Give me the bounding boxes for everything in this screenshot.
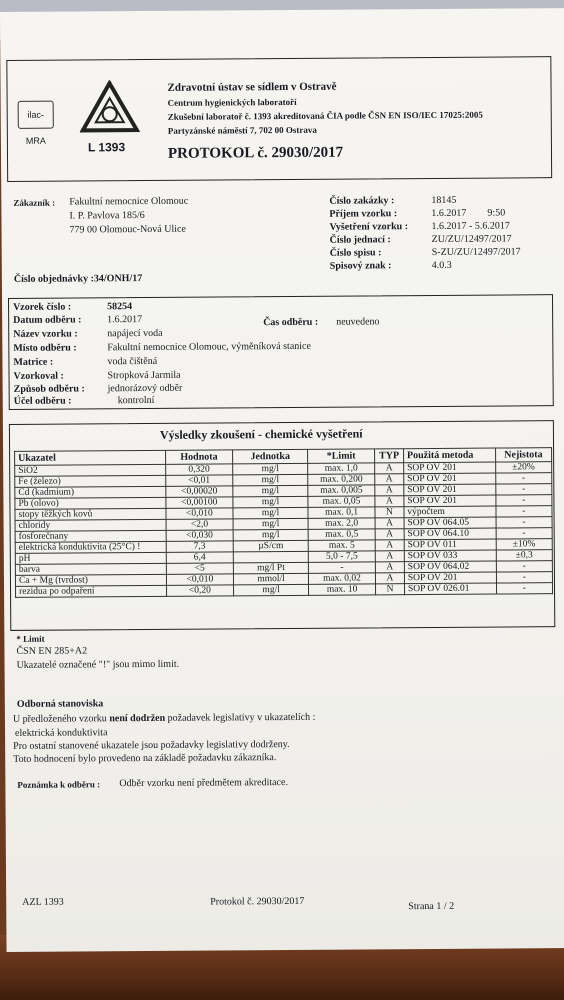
table-cell: max. 0,005 [308,485,375,496]
table-cell: SOP OV 201 [404,495,496,507]
table-cell: SOP OV 033 [404,550,496,562]
examination-label: Vyšetření vzorku : [329,221,409,233]
receipt-label: Příjem vzorku : [329,208,398,220]
table-cell [233,551,308,563]
table-cell: SOP OV 011 [404,539,496,551]
order-number-label: Číslo zakázky : [329,195,395,207]
table-cell: - [495,473,551,484]
table-cell: <2,0 [166,519,233,530]
col-header: Jednotka [233,449,308,464]
table-cell: <5 [166,563,233,574]
matrix-label: Matrice : [13,356,54,368]
table-cell: - [496,506,552,517]
opinion-line4: Toto hodnocení bylo provedeno na základě požadavku zákazníka. [13,752,277,765]
protocol-document [0,8,564,952]
accreditation-triangle-icon [79,80,139,142]
table-cell: A [375,463,404,474]
table-cell: <0,01 [165,475,232,486]
table-cell: max. 0,02 [309,573,376,584]
table-cell: <0,20 [166,585,233,596]
col-header: TYP [375,449,404,463]
table-cell: <0,00020 [165,486,232,497]
table-cell: SOP OV 064.02 [404,561,496,573]
file-mark: 4.0.3 [431,259,452,271]
table-cell: mg/l [233,474,308,486]
table-cell: A [375,485,404,496]
sampling-time: neuvedeno [336,316,380,328]
table-cell: ±20% [495,462,551,473]
table-cell: µS/cm [233,540,308,552]
table-cell: ±0,3 [496,550,552,561]
table-cell: Cd (kadmium) [15,486,166,498]
table-cell: <0,00100 [166,497,233,508]
receipt-date: 1.6.2017 [431,207,467,219]
sample-number-label: Vzorek číslo : [13,301,72,313]
table-cell: - [496,572,552,583]
reference-number-label: Číslo jednací : [329,234,391,246]
remark-text: Odběr vzorku není předmětem akreditace. [119,777,288,790]
table-cell: - [496,561,552,572]
file-mark-label: Spisový znak : [329,260,392,272]
sampling-purpose-label: Účel odběru : [13,395,72,407]
matrix: voda čištěná [107,355,158,368]
examination-dates: 1.6.2017 - 5.6.2017 [431,220,510,232]
table-cell: elektrická konduktivita (25°C) ! [15,541,166,553]
customer-line2: I. P. Pavlova 185/6 [69,209,145,222]
table-cell: rezidua po odpaření [16,585,167,597]
sampling-place-label: Místo odběru : [13,342,77,354]
table-cell: fosforečnany [15,530,166,542]
table-cell: mg/l Pt [233,562,308,574]
table-cell: mg/l [233,496,308,508]
table-cell: výpočtem [404,506,496,518]
receipt-time: 9:50 [487,207,506,219]
limit-text: Ukazatelé označené "!" jsou mimo limit. [16,658,180,671]
table-cell: stopy těžkých kovů [15,508,166,520]
table-cell: A [375,529,404,540]
table-cell: mg/l [233,529,308,541]
col-header: *Limit [308,449,375,463]
table-cell: max. 10 [309,584,376,595]
table-cell: - [308,562,375,573]
table-cell: 7,3 [166,541,233,552]
table-cell: Pb (olovo) [15,497,166,509]
sampler-label: Vzorkoval : [13,370,64,382]
table-cell: <0,010 [166,508,233,519]
opinion-line1-pre: U předloženého vzorku [12,713,110,725]
table-cell: A [375,540,404,551]
reference-number: ZU/ZU/12497/2017 [431,233,512,245]
opinion-line3: Pro ostatní stanovené ukazatele jsou požadavky legislativy dodrženy. [13,738,290,752]
table-cell: barva [15,563,166,575]
table-cell: mmol/l [233,573,308,585]
opinion-line1-post: požadavek legislativy v ukazatelích : [165,711,316,724]
table-cell: max. 5 [308,540,375,551]
sampling-date: 1.6.2017 [107,314,143,326]
limit-norm: ČSN EN 285+A2 [16,645,88,657]
footer-page: Strana 1 / 2 [408,900,455,913]
table-cell: 5,0 - 7,5 [308,551,375,562]
sampling-date-label: Datum odběru : [13,314,82,326]
table-cell: A [375,573,404,584]
center-name: Centrum hygienických laboratoří [167,96,297,108]
accreditation-text: Zkušební laboratoř č. 1393 akreditovaná ČIA podle ČSN EN ISO/IEC 17025:2005 [167,109,483,122]
table-cell: A [375,496,404,507]
sampler: Stropková Jarmila [107,369,181,382]
table-cell: A [375,474,404,485]
col-header: Použitá metoda [403,448,495,463]
table-cell: - [496,583,552,594]
remark-label: Poznámka k odběru : [17,779,101,790]
sample-name: napájecí voda [107,327,163,340]
sampling-method-label: Způsob odběru : [13,383,85,395]
col-header: Nejistota [495,448,551,462]
table-cell: max. 0,200 [308,474,375,485]
table-cell: - [496,517,552,528]
table-cell: mg/l [233,463,308,475]
ilac-mra-logo: ilac-MRA [18,101,54,129]
table-cell: max. 2,0 [308,518,375,529]
protocol-title: PROTOKOL č. 29030/2017 [167,144,344,162]
institute-name: Zdravotní ústav se sídlem v Ostravě [167,80,337,94]
table-cell: Ca + Mg (tvrdost) [15,574,166,586]
table-cell: SOP OV 026.01 [404,583,496,595]
table-cell: 6,4 [166,552,233,563]
results-title: Výsledky zkoušení - chemické vyšetření [159,426,363,442]
table-cell: <0,030 [166,530,233,541]
table-cell: mg/l [233,507,308,519]
table-cell: - [495,484,551,495]
table-cell: SOP OV 201 [404,572,496,584]
table-cell: max. 0,05 [308,496,375,507]
col-header: Hodnota [165,450,233,464]
table-cell: Fe (železo) [15,475,166,487]
results-box [9,420,555,631]
table-cell: SiO2 [15,464,166,476]
customer-line3: 779 00 Olomouc-Nová Ulice [69,223,186,236]
sample-number: 58254 [107,301,133,313]
table-cell: - [496,495,552,506]
limit-heading: * Limit [16,633,45,644]
sampling-time-label: Čas odběru : [263,316,319,329]
opinion-line1 [13,712,316,725]
results-table [14,447,553,598]
table-cell: mg/l [234,584,309,596]
table-cell: A [375,562,404,573]
sampling-place: Fakultní nemocnice Olomouc, výměníková stanice [107,340,311,354]
sample-info-box [8,294,554,410]
table-cell: SOP OV 201 [404,484,496,496]
table-cell: max. 0,1 [308,507,375,518]
file-number: S-ZU/ZU/12497/2017 [431,246,521,258]
table-cell: <0,010 [166,574,233,585]
table-cell: max. 0,5 [308,529,375,540]
col-header: Ukazatel [15,450,166,465]
table-cell: ±10% [496,539,552,550]
order-number: 18145 [431,194,457,206]
table-cell: SOP OV 064.05 [404,517,496,529]
table-cell: 0,320 [165,464,232,475]
sample-name-label: Název vzorku : [13,328,78,340]
table-cell: SOP OV 201 [404,462,496,474]
sampling-purpose: kontrolní [117,394,155,407]
opinion-line2: elektrická konduktivita [14,727,108,739]
file-number-label: Číslo spisu : [329,247,382,259]
table-cell: N [376,584,405,595]
table-cell: A [375,518,404,529]
table-cell: - [496,528,552,539]
table-cell: SOP OV 201 [404,473,496,485]
table-cell: chloridy [15,519,166,531]
lab-code: L 1393 [87,140,126,155]
customer-line1: Fakultní nemocnice Olomouc [69,195,189,208]
table-cell: N [375,507,404,518]
header-box [6,56,552,182]
opinion-line1-bold: není dodržen [109,712,166,725]
table-cell: mg/l [233,518,308,530]
sampling-method: jednorázový odběr [107,382,183,395]
footer-left: AZL 1393 [22,896,64,908]
table-cell: pH [15,552,166,564]
table-cell: max. 1,0 [308,463,375,474]
opinion-heading: Odborná stanoviska [16,698,104,710]
table-row [16,583,553,598]
table-cell: SOP OV 064.10 [404,528,496,540]
table-cell: A [375,551,404,562]
address: Partyzánské náměstí 7, 702 00 Ostrava [167,124,317,136]
customer-label: Zákazník : [13,197,56,208]
order-reference: Číslo objednávky :34/ONH/17 [13,273,143,285]
table-cell: mg/l [233,485,308,497]
footer-protocol: Protokol č. 29030/2017 [210,895,305,908]
